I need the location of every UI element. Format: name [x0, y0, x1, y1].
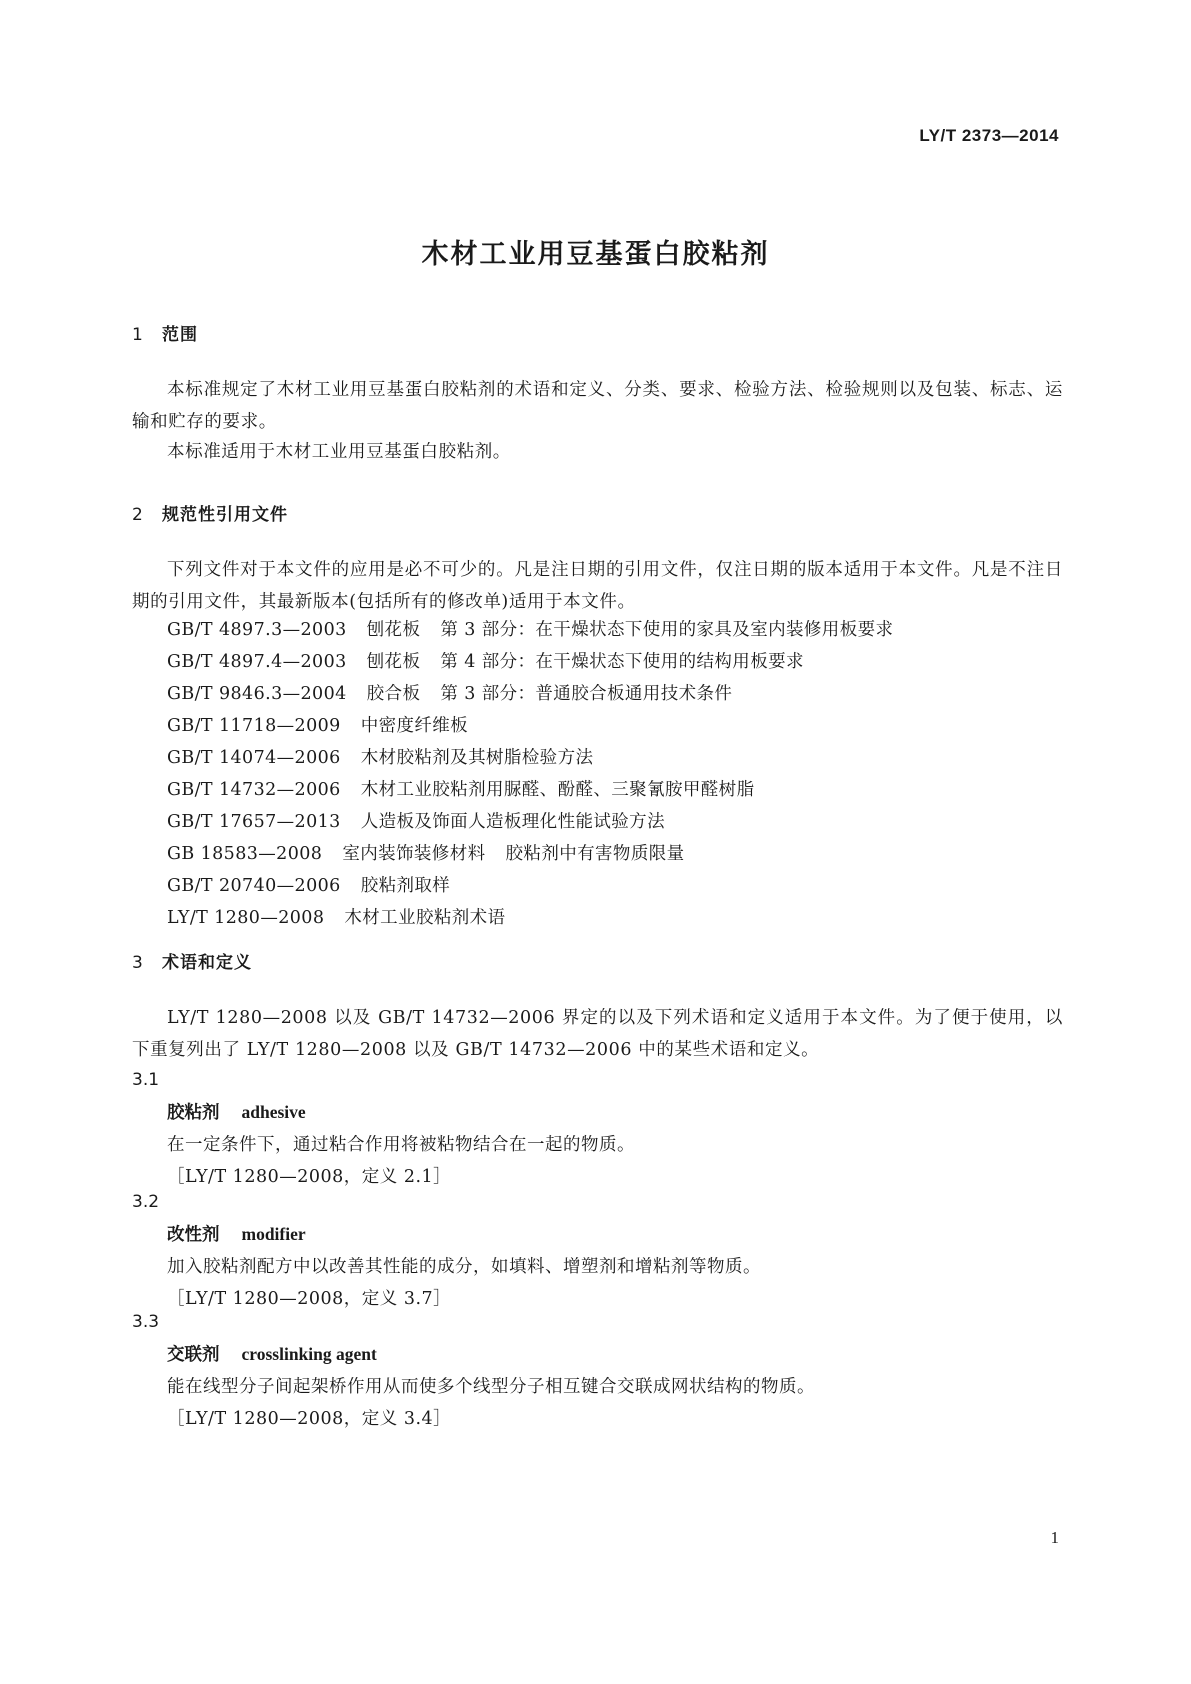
section-2-number: 2 [132, 505, 144, 525]
standard-code: LY/T 2373—2014 [919, 126, 1059, 145]
term-definition: 能在线型分子间起架桥作用从而使多个线型分子相互键合交联成网状结构的物质。 [167, 1377, 815, 1397]
reference-list [132, 614, 1098, 934]
reference-item: GB/T 11718—2009 中密度纤维板 [167, 716, 469, 736]
reference-item: GB/T 14732—2006 木材工业胶粘剂用脲醛、酚醛、三聚氰胺甲醛树脂 [167, 780, 755, 800]
term-3-2 [132, 1186, 1063, 1315]
term-title: 交联剂 crosslinking agent [167, 1344, 377, 1365]
reference-item: GB 18583—2008 室内装饰装修材料 胶粘剂中有害物质限量 [167, 844, 685, 864]
section-2-title: 规范性引用文件 [162, 505, 288, 525]
term-definition: 在一定条件下，通过粘合作用将被粘物结合在一起的物质。 [167, 1135, 635, 1155]
term-number: 3.1 [132, 1070, 160, 1090]
reference-item: GB/T 17657—2013 人造板及饰面人造板理化性能试验方法 [167, 812, 665, 832]
section-1-title: 范围 [162, 325, 198, 345]
term-source: ［LY/T 1280—2008，定义 3.4］ [167, 1409, 452, 1429]
term-source: ［LY/T 1280—2008，定义 3.7］ [167, 1289, 452, 1309]
reference-item: GB/T 20740—2006 胶粘剂取样 [167, 876, 451, 896]
section-3-intro: LY/T 1280—2008 以及 GB/T 14732—2006 界定的以及下列术语和定义适用于本文件。为了便于使用，以下重复列出了 LY/T 1280—2008 以及 GB/T 14732—2006 中的某些术语和定义。 [132, 1008, 1063, 1060]
term-title: 胶粘剂 adhesive [167, 1102, 306, 1123]
term-title: 改性剂 modifier [167, 1224, 306, 1245]
reference-item: GB/T 4897.4—2003 刨花板 第 4 部分：在干燥状态下使用的结构用板要求 [167, 652, 804, 672]
section-3-heading [132, 948, 1063, 973]
section-2-intro: 下列文件对于本文件的应用是必不可少的。凡是注日期的引用文件，仅注日期的版本适用于本文件。凡是不注日期的引用文件，其最新版本(包括所有的修改单)适用于本文件。 [132, 560, 1063, 612]
section-2-heading [132, 500, 1063, 525]
section-1-paragraph-2: 本标准适用于木材工业用豆基蛋白胶粘剂。 [167, 442, 511, 462]
term-number: 3.2 [132, 1192, 160, 1212]
term-source: ［LY/T 1280—2008，定义 2.1］ [167, 1167, 452, 1187]
section-3-title: 术语和定义 [162, 953, 252, 973]
reference-item: GB/T 14074—2006 木材胶粘剂及其树脂检验方法 [167, 748, 594, 768]
term-number: 3.3 [132, 1312, 160, 1332]
section-1-paragraph-1: 本标准规定了木材工业用豆基蛋白胶粘剂的术语和定义、分类、要求、检验方法、检验规则以及包装、标志、运输和贮存的要求。 [132, 380, 1063, 432]
page-number: 1 [1050, 1528, 1059, 1547]
section-1-heading [132, 320, 1063, 345]
term-3-1 [132, 1064, 1063, 1193]
reference-item: GB/T 9846.3—2004 胶合板 第 3 部分：普通胶合板通用技术条件 [167, 684, 733, 704]
term-definition: 加入胶粘剂配方中以改善其性能的成分，如填料、增塑剂和增粘剂等物质。 [167, 1257, 761, 1277]
document-title: 木材工业用豆基蛋白胶粘剂 [421, 239, 770, 270]
section-3-number: 3 [132, 953, 144, 973]
section-1-number: 1 [132, 325, 144, 345]
reference-item: LY/T 1280—2008 木材工业胶粘剂术语 [167, 908, 506, 928]
reference-item: GB/T 4897.3—2003 刨花板 第 3 部分：在干燥状态下使用的家具及室内装修用板要求 [167, 620, 894, 640]
term-3-3 [132, 1306, 1063, 1435]
